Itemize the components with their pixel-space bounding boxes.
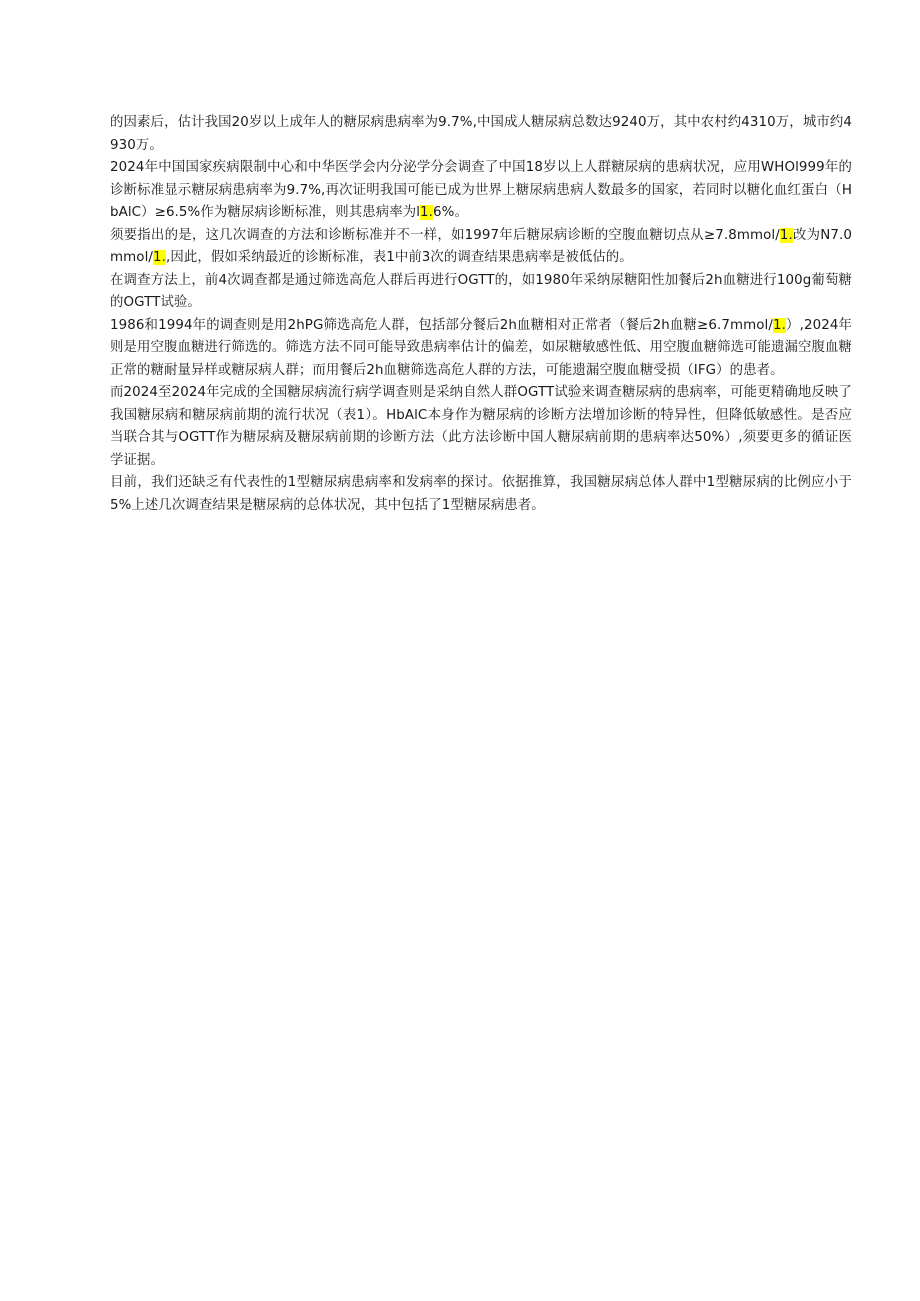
paragraph-3-text-c: ,因此，假如采纳最近的诊断标准，表1中前3次的调查结果患病率是被低估的。 [166,250,633,265]
paragraph-4 [110,270,852,315]
highlighted-text: 1. [153,250,166,265]
paragraph-2 [110,157,852,225]
paragraph-7-text: 目前，我们还缺乏有代表性的1型糖尿病患病率和发病率的探讨。依据推算，我国糖尿病总体人群中1型糖尿病的比例应小于5%上述几次调查结果是糖尿病的总体状况，其中包括了1型糖尿病患者。 [110,475,852,513]
paragraph-5-text-a: 1986和1994年的调查则是用2hPG筛选高危人群，包括部分餐后2h血糖相对正常者（餐后2h血糖≥6.7mmol∕ [110,317,773,333]
paragraph-1-text: 的因素后，估计我国20岁以上成年人的糖尿病患病率为9.7%,中国成人糖尿病总数达9240万，其中农村约4310万，城市约4930万。 [110,115,852,153]
paragraph-2-text-b: 6%。 [433,205,468,220]
paragraph-4-text: 在调查方法上，前4次调查都是通过筛选高危人群后再进行OGTT的，如1980年采纳尿糖阳性加餐后2h血糖进行100g葡萄糖的OGTT试验。 [110,272,852,310]
paragraph-3 [110,225,852,270]
paragraph-7 [110,472,852,517]
paragraph-3-text-a: 须要指出的是，这几次调查的方法和诊断标准并不一样，如1997年后糖尿病诊断的空腹血糖切点从≥7.8mmol∕ [110,227,780,243]
paragraph-6-text: 而2024至2024年完成的全国糖尿病流行病学调查则是采纳自然人群OGTT试验来调查糖尿病的患病率，可能更精确地反映了我国糖尿病和糖尿病前期的流行状况（表1）。HbAlC本身作为糖尿病的诊断方法增加诊断的特异性，但降低敏感性。是否应当联合其与OGTT作为糖尿病及糖尿病前期的诊断方法（此方法诊断中国人糖尿病前期的患病率达50%）,须要更多的循证医学证据。 [110,385,852,468]
paragraph-6 [110,382,852,472]
document-body [110,112,852,517]
paragraph-5-text-b: ）,2024年则是用空腹血糖进行筛选的。筛选方法不同可能导致患病率估计的偏差，如尿糖敏感性低、用空腹血糖筛选可能遗漏空腹血糖正常的糖耐量异样或糖尿病人群；而用餐后2h血糖筛选高危人群的方法，可能遗漏空腹血糖受损（IFG）的患者。 [110,317,852,378]
paragraph-3-text-b: 改为N7.0mmol∕ [110,227,852,265]
paragraph-1 [110,112,852,157]
highlighted-text: 1. [420,205,434,220]
highlighted-text: 1. [772,317,786,333]
paragraph-5 [110,315,852,383]
highlighted-text: 1. [779,227,793,243]
paragraph-2-text-a: 2024年中国国家疾病限制中心和中华医学会内分泌学分会调查了中国18岁以上人群糖尿病的患病状况，应用WHOl999年的诊断标准显示糖尿病患病率为9.7%,再次证明我国可能已成为世界上糖尿病患病人数最多的国家，若同时以糖化血红蛋白（HbAlC）≥6.5%作为糖尿病诊断标准，则其患病率为l [110,160,852,220]
